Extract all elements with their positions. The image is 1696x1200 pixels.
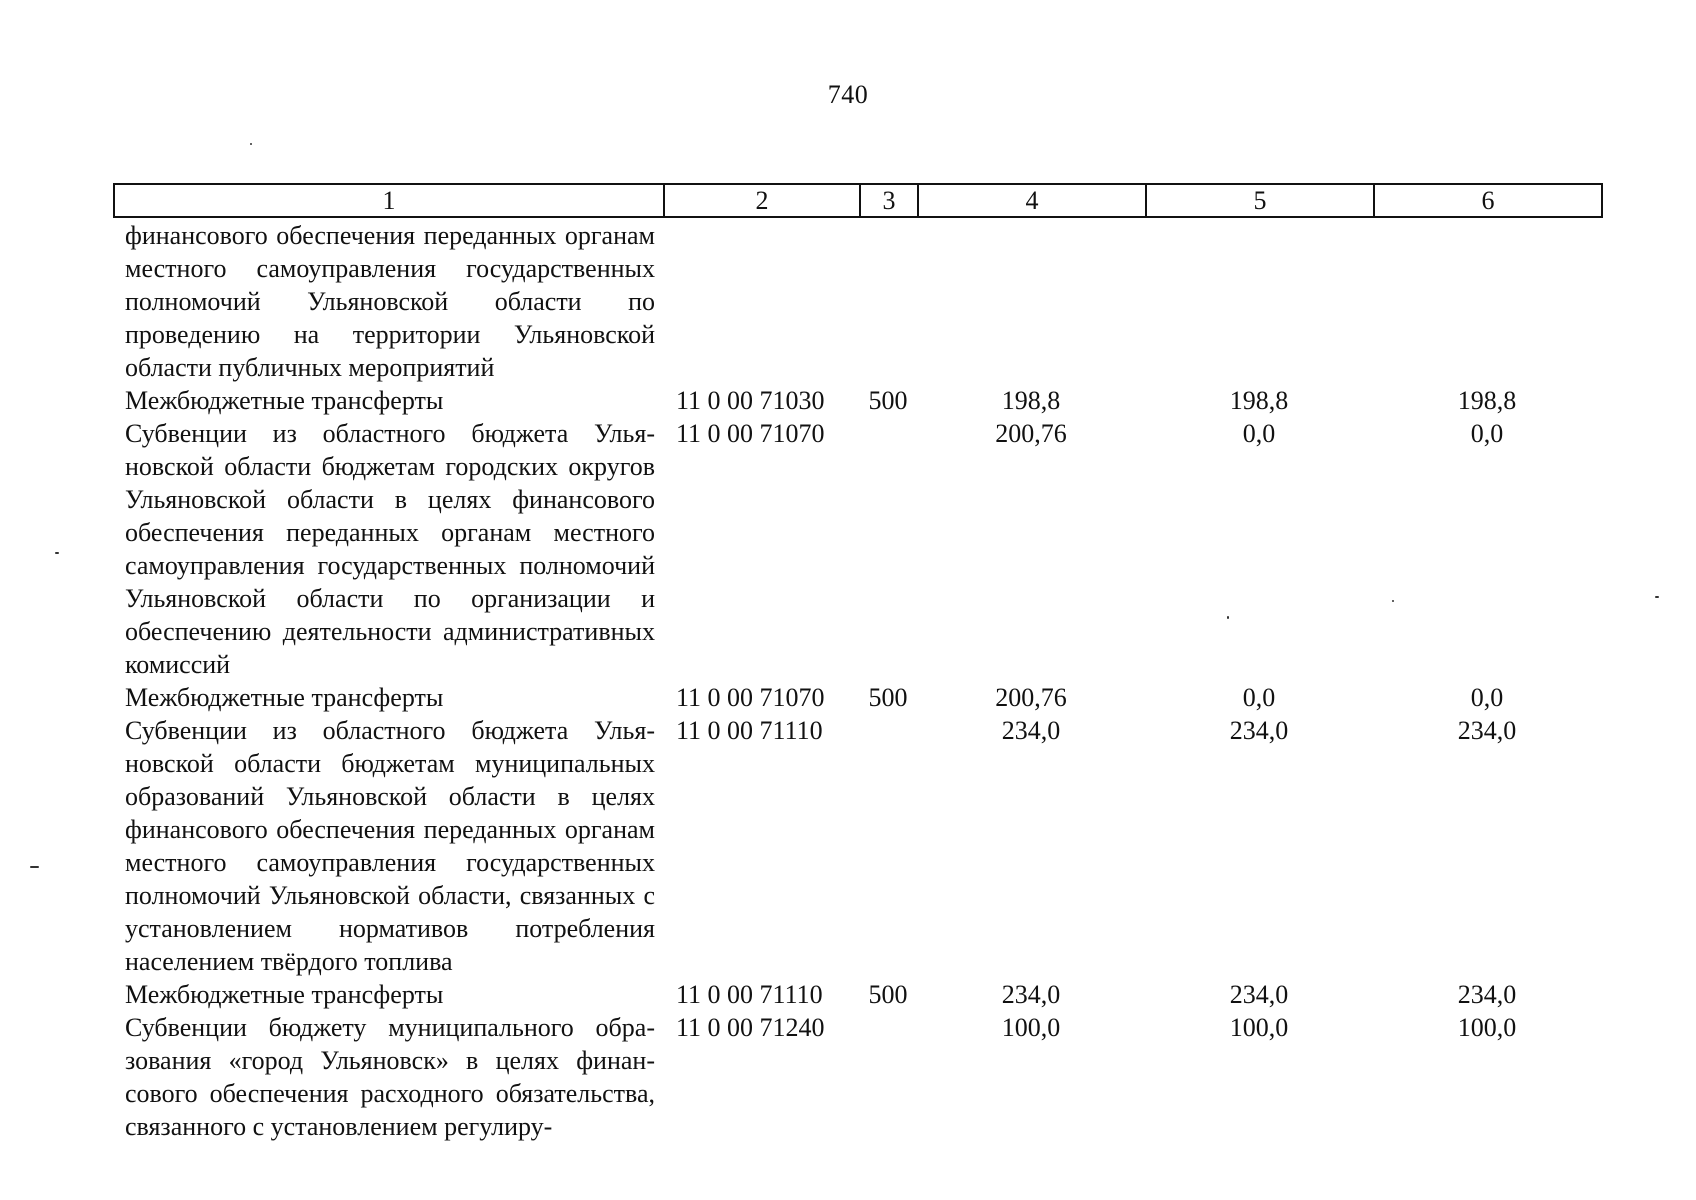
row-value-2: 234,0 <box>1229 980 1289 1009</box>
page-number: 740 <box>827 80 869 109</box>
row-value-2: 0,0 <box>1242 683 1276 712</box>
row-value-1 <box>917 219 1145 384</box>
table-row <box>113 1011 1601 1143</box>
row-value-2: 198,8 <box>1229 386 1289 415</box>
row-name: Межбюджетные трансферты <box>125 386 444 415</box>
header-col-2: 2 <box>664 184 860 217</box>
row-value-3: 100,0 <box>1457 1013 1517 1042</box>
budget-table <box>113 219 1601 1143</box>
row-value-2: 234,0 <box>1229 716 1289 745</box>
row-code: 11 0 00 71030 <box>676 386 825 415</box>
row-value-3: 0,0 <box>1470 683 1504 712</box>
row-type <box>859 714 917 978</box>
table-row <box>113 384 1601 417</box>
row-code: 11 0 00 71070 <box>676 683 825 712</box>
row-code <box>663 219 859 384</box>
scan-speck <box>250 143 252 145</box>
row-value-1: 198,8 <box>1001 386 1061 415</box>
table-row <box>113 681 1601 714</box>
row-type: 500 <box>868 386 908 415</box>
row-value-2: 0,0 <box>1242 419 1276 448</box>
row-type: 500 <box>868 980 908 1009</box>
header-col-3: 3 <box>860 184 918 217</box>
row-value-1: 100,0 <box>1001 1013 1061 1042</box>
row-code: 11 0 00 71070 <box>676 419 825 448</box>
row-name-cell <box>113 1011 663 1143</box>
row-name: Субвенции из областного бюджета Ульяновской области бюджетам городских округов Ульяновской области в целях финансового обеспечения переданных органам местного самоуправления государственных полномочий Ульяновской области по организации и обеспечению деятельности административных комиссий <box>125 419 655 679</box>
row-value-2 <box>1145 219 1373 384</box>
row-value-1: 234,0 <box>1001 716 1061 745</box>
table-row <box>113 978 1601 1011</box>
row-code: 11 0 00 71240 <box>676 1013 825 1042</box>
row-name-cell <box>113 219 663 384</box>
scan-speck <box>1392 600 1394 602</box>
row-value-3: 234,0 <box>1457 980 1517 1009</box>
row-value-1: 200,76 <box>995 683 1067 712</box>
row-name: Межбюджетные трансферты <box>125 683 444 712</box>
row-value-3: 198,8 <box>1457 386 1517 415</box>
row-name-cell <box>113 714 663 978</box>
table-row <box>113 219 1601 384</box>
row-type <box>859 1011 917 1143</box>
table-row <box>113 417 1601 681</box>
header-col-6: 6 <box>1374 184 1602 217</box>
row-value-1: 234,0 <box>1001 980 1061 1009</box>
scan-speck <box>30 866 39 868</box>
header-col-4: 4 <box>918 184 1146 217</box>
scan-speck <box>55 552 59 554</box>
row-value-2: 100,0 <box>1229 1013 1289 1042</box>
row-value-3: 0,0 <box>1470 419 1504 448</box>
row-value-3: 234,0 <box>1457 716 1517 745</box>
row-value-3 <box>1373 219 1601 384</box>
row-name-cell <box>113 978 663 1011</box>
scan-speck <box>1655 596 1659 598</box>
row-type <box>859 417 917 681</box>
row-value-1: 200,76 <box>995 419 1067 448</box>
row-code: 11 0 00 71110 <box>676 716 823 745</box>
row-name-cell <box>113 681 663 714</box>
row-name: Субвенции бюджету муниципального образования «город Ульяновск» в целях финансового обеспечения расходного обязательства, связанного с установлением регулиру- <box>125 1013 655 1141</box>
header-col-5: 5 <box>1146 184 1374 217</box>
row-code: 11 0 00 71110 <box>676 980 823 1009</box>
row-name: Субвенции из областного бюджета Ульяновской области бюджетам муниципальных образований Ульяновской области в целях финансового обеспечения переданных органам местного самоуправления государственных полномочий Ульяновской области, связанных с установлением нормативов потребления населением твёрдого топлива <box>125 716 655 976</box>
table-header <box>113 183 1603 218</box>
header-col-1: 1 <box>114 184 664 217</box>
row-type: 500 <box>868 683 908 712</box>
row-name: Межбюджетные трансферты <box>125 980 444 1009</box>
row-name: финансового обеспечения переданных органам местного самоуправления государственных полномочий Ульяновской области по проведению на территории Ульяновской области публичных мероприятий <box>125 221 655 382</box>
row-name-cell <box>113 417 663 681</box>
header-row <box>114 184 1602 217</box>
scan-speck <box>1227 616 1229 619</box>
table-row <box>113 714 1601 978</box>
row-name-cell <box>113 384 663 417</box>
row-type <box>859 219 917 384</box>
